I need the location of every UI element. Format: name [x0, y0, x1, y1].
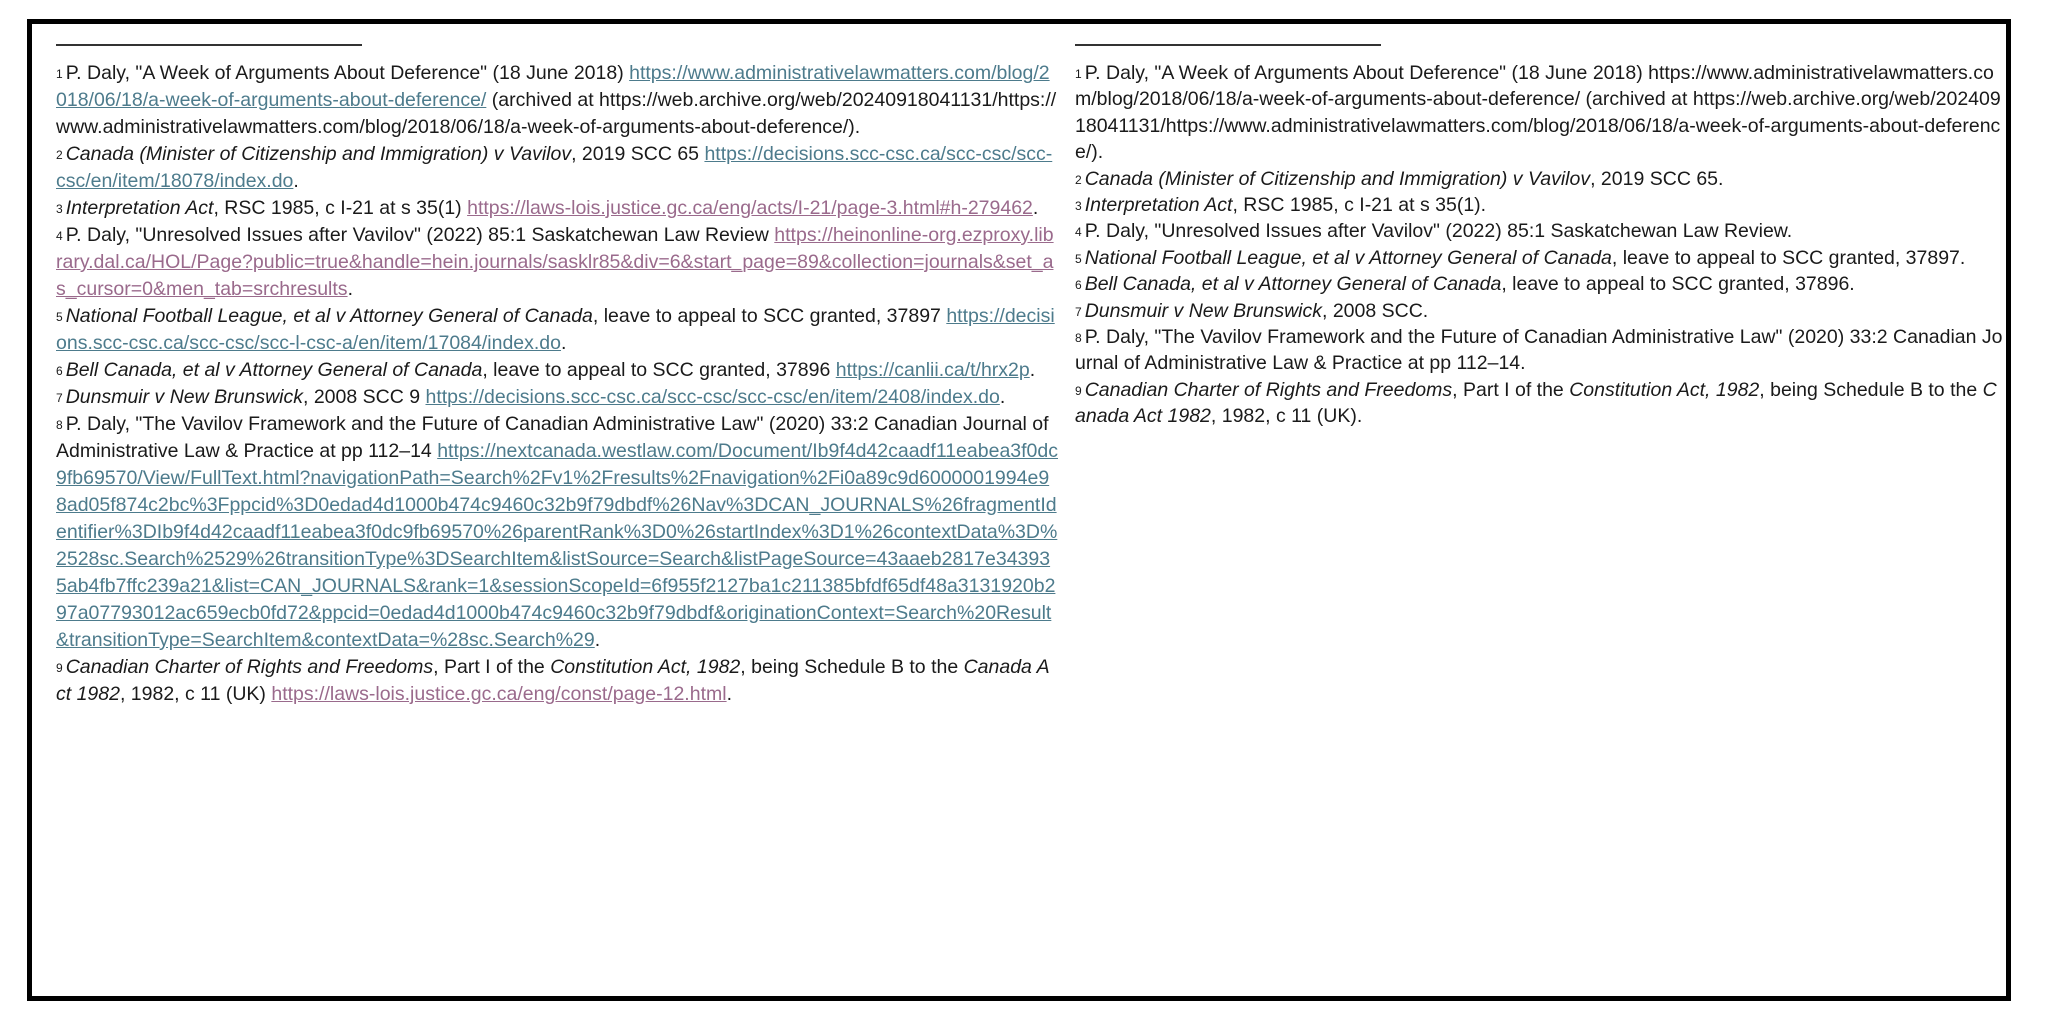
footnote-2 [1075, 166, 2005, 192]
footnote-7 [56, 384, 1058, 411]
case-title: Dunsmuir v New Brunswick [1084, 299, 1322, 322]
footnote-link[interactable]: https://decisions.scc-csc.ca/scc-csc/scc-l-csc-a/en/item/17084/index.do [56, 305, 1055, 354]
footnote-5 [56, 303, 1058, 357]
footnote-number: 7 [56, 391, 63, 405]
footnote-number: 4 [56, 229, 63, 243]
case-title: Canadian Charter of Rights and Freedoms [65, 656, 434, 678]
footnote-text: , Part I of the [433, 656, 551, 678]
footnote-9 [1075, 377, 2005, 430]
case-title: Canada (Minister of Citizenship and Immigration) v Vavilov [1084, 167, 1591, 190]
footnote-list [56, 60, 1058, 708]
case-title: Canada (Minister of Citizenship and Immigration) v Vavilov [65, 143, 572, 165]
footnote-text: , 1982, c 11 (UK). [1210, 405, 1363, 428]
footnote-text: , 2008 SCC. [1322, 299, 1429, 322]
footnote-text: P. Daly, "The Vavilov Framework and the Future of Canadian Administrative Law" (2020) 33:2 Canadian Journal of Administrative Law & Practice at pp 112–14. [1075, 326, 2003, 375]
footnote-text: , 1982, c 11 (UK) [119, 683, 272, 705]
footnote-text: , 2019 SCC 65. [1590, 167, 1724, 190]
footnote-8 [1075, 324, 2005, 377]
footnote-separator [1075, 44, 1381, 46]
case-title: Bell Canada, et al v Attorney General of Canada [65, 359, 483, 381]
footnote-separator [56, 44, 362, 46]
footnote-text: , 2008 SCC 9 [303, 386, 426, 408]
footnote-text: P. Daly, "A Week of Arguments About Deference" (18 June 2018) https://www.administrativelawmatters.com/blog/2018/06/18/a-week-of-arguments-about-deference/ (archived at https://web.archive.org/web/20240918041131/https://www.administrativelawmatters.com/blog/2018/06/18/a-week-of-arguments-about-deference/). [1075, 62, 2001, 164]
footnote-7 [1075, 298, 2005, 324]
case-title: Dunsmuir v New Brunswick [65, 386, 303, 408]
case-title: Canadian Charter of Rights and Freedoms [1084, 378, 1453, 401]
footnote-1 [1075, 60, 2005, 166]
footnote-text: , being Schedule B to the [1759, 378, 1983, 401]
footnote-number: 4 [1075, 225, 1082, 240]
footnote-link[interactable]: https://decisions.scc-csc.ca/scc-csc/scc-csc/en/item/2408/index.do [425, 386, 1000, 408]
footnote-link[interactable]: https://decisions.scc-csc.ca/scc-csc/scc-csc/en/item/18078/index.do [56, 143, 1053, 192]
comparison-frame [27, 19, 2011, 1001]
footnote-6 [56, 357, 1058, 384]
footnote-text: P. Daly, "A Week of Arguments About Deference" (18 June 2018) [65, 62, 630, 84]
footnote-2 [56, 141, 1058, 195]
footnote-link[interactable]: https://laws-lois.justice.gc.ca/eng/const/page-12.html [271, 683, 727, 705]
footnote-number: 3 [56, 202, 63, 216]
footnote-number: 2 [1075, 172, 1082, 187]
footnote-number: 9 [1075, 383, 1082, 398]
footnote-text: . [726, 683, 732, 705]
footnote-text: . [293, 170, 299, 192]
footnote-3 [56, 195, 1058, 222]
case-title: Canada Act 1982 [56, 656, 1050, 705]
footnote-8 [56, 411, 1058, 654]
case-title: Interpretation Act [65, 197, 214, 219]
footnote-number: 5 [1075, 251, 1082, 266]
footnote-text: (archived at https://web.archive.org/web/20240918041131/https://www.administrativelawmatters.com/blog/2018/06/18/a-week-of-arguments-about-deference/). [56, 89, 1057, 138]
footnote-text: . [1032, 197, 1039, 219]
footnote-1 [56, 60, 1058, 141]
footnote-text: P. Daly, "The Vavilov Framework and the Future of Canadian Administrative Law" (2020) 33:2 Canadian Journal of Administrative Law & Practice at pp 112–14 [56, 413, 1049, 462]
footnote-text: . [561, 332, 567, 354]
footnote-link[interactable]: https://heinonline-org.ezproxy.library.dal.ca/HOL/Page?public=true&handle=hein.journals/sasklr85&div=6&start_page=89&collection=journals&set_as_cursor=0&men_tab=srchresults [56, 224, 1054, 300]
footnote-4 [1075, 218, 2005, 244]
footnote-number: 7 [1075, 304, 1082, 319]
footnotes-with-links-column [56, 44, 1058, 708]
footnote-number: 6 [1075, 278, 1082, 293]
footnote-text: . [1029, 359, 1036, 381]
footnote-3 [1075, 192, 2005, 218]
footnote-number: 9 [56, 661, 63, 675]
footnote-number: 8 [56, 418, 63, 432]
footnote-6 [1075, 271, 2005, 297]
footnote-9 [56, 654, 1058, 708]
footnote-5 [1075, 245, 2005, 271]
footnote-number: 8 [1075, 331, 1082, 346]
case-title: National Football League, et al v Attorney General of Canada [1084, 246, 1612, 269]
footnote-text: . [999, 386, 1006, 408]
footnote-text: . [594, 629, 601, 651]
footnote-text: , Part I of the [1452, 378, 1570, 401]
footnote-number: 2 [56, 148, 63, 162]
footnote-text: , leave to appeal to SCC granted, 37896. [1501, 273, 1855, 296]
footnote-number: 6 [56, 364, 63, 378]
footnote-text: , RSC 1985, c I-21 at s 35(1) [213, 197, 468, 219]
footnote-4 [56, 222, 1058, 303]
footnote-text: , being Schedule B to the [740, 656, 964, 678]
footnote-number: 1 [1075, 67, 1082, 81]
footnote-text: , leave to appeal to SCC granted, 37897. [1611, 246, 1966, 269]
case-title: Canada Act 1982 [1075, 378, 1997, 428]
footnote-link[interactable]: https://canlii.ca/t/hrx2p [835, 359, 1030, 381]
footnote-text: , leave to appeal to SCC granted, 37897 [592, 305, 947, 327]
case-title: Constitution Act, 1982 [1569, 378, 1760, 401]
footnote-text: , leave to appeal to SCC granted, 37896 [482, 359, 836, 381]
footnote-number: 3 [1075, 199, 1082, 214]
case-title: Interpretation Act [1084, 194, 1233, 217]
footnotes-without-links-column [1075, 44, 2005, 430]
footnote-list [1075, 60, 2005, 430]
footnote-text: , 2019 SCC 65 [571, 143, 705, 165]
footnote-text: , RSC 1985, c I-21 at s 35(1). [1232, 194, 1487, 217]
footnote-number: 5 [56, 310, 63, 324]
footnote-text: P. Daly, "Unresolved Issues after Vavilov" (2022) 85:1 Saskatchewan Law Review. [1084, 220, 1793, 243]
footnote-link[interactable]: https://www.administrativelawmatters.com/blog/2018/06/18/a-week-of-arguments-about-deference/ [56, 62, 1050, 111]
case-title: Constitution Act, 1982 [550, 656, 741, 678]
footnote-link[interactable]: https://nextcanada.westlaw.com/Document/Ib9f4d42caadf11eabea3f0dc9fb69570/View/FullText.html?navigationPath=Search%2Fv1%2Fresults%2Fnavigation%2Fi0a89c9d6000001994e98ad05f874c2bc%3Fppcid%3D0edad4d1000b474c9460c32b9f79dbdf%26Nav%3DCAN_JOURNALS%26fragmentIdentifier%3DIb9f4d42caadf11eabea3f0dc9fb69570%26parentRank%3D0%26startIndex%3D1%26contextData%3D%2528sc.Search%2529%26transitionType%3DSearchItem&listSource=Search&listPageSource=43aaeb2817e343935ab4fb7ffc239a21&list=CAN_JOURNALS&rank=1&sessionScopeId=6f955f2127ba1c211385bfdf65df48a3131920b297a07793012ac659ecb0fd72&ppcid=0edad4d1000b474c9460c32b9f79dbdf&originationContext=Search%20Result&transitionType=SearchItem&contextData=%28sc.Search%29 [56, 440, 1058, 651]
footnote-text: . [347, 278, 353, 300]
footnote-text: P. Daly, "Unresolved Issues after Vavilov" (2022) 85:1 Saskatchewan Law Review [65, 224, 775, 246]
case-title: Bell Canada, et al v Attorney General of Canada [1084, 273, 1502, 296]
footnote-number: 1 [56, 67, 63, 81]
case-title: National Football League, et al v Attorney General of Canada [65, 305, 593, 327]
footnote-link[interactable]: https://laws-lois.justice.gc.ca/eng/acts/I-21/page-3.html#h-279462 [467, 197, 1033, 219]
